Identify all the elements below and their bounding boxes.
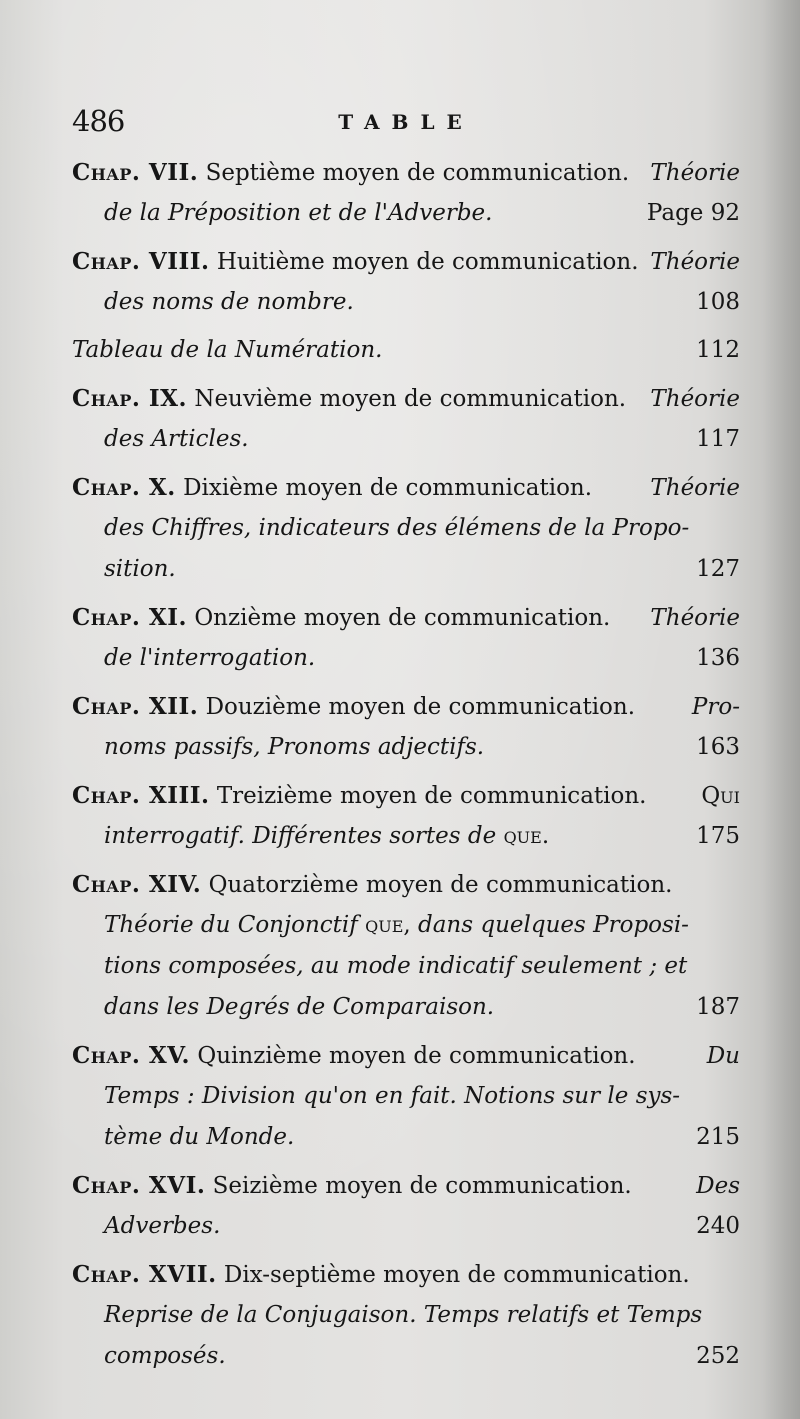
toc-entry-tableau <box>72 330 740 371</box>
chapter-label: Chap. IX. <box>72 385 187 412</box>
chapter-topic: dans quelques Proposi- <box>418 912 689 938</box>
entry-line <box>72 686 740 727</box>
chapter-label: Chap. XIII. <box>72 782 210 809</box>
entry-line <box>72 282 740 323</box>
page-ref: 240 <box>696 1213 740 1239</box>
chapter-topic: composés. <box>104 1343 226 1369</box>
chapter-label: Chap. VII. <box>72 159 199 186</box>
entry-line <box>72 467 740 508</box>
page-ref: 127 <box>696 556 740 582</box>
chapter-topic: Théorie <box>650 249 740 275</box>
chapter-topic: Reprise de la Conjugaison. Temps relatifs et Temps <box>104 1302 703 1328</box>
entry-line <box>72 1165 740 1206</box>
chapter-topic: noms passifs, Pronoms adjectifs. <box>104 734 485 760</box>
chapter-title: Dix-septième moyen de communication. <box>223 1262 690 1288</box>
chapter-label: Chap. XVI. <box>72 1172 206 1199</box>
chapter-title: Quatorzième moyen de communication. <box>208 872 673 898</box>
chapter-topic: Théorie <box>650 605 740 631</box>
entry-line <box>72 727 740 768</box>
chapter-topic: tème du Monde. <box>104 1124 295 1150</box>
chapter-topic-smallcaps: que, <box>365 912 411 938</box>
entry-line <box>72 508 740 549</box>
chapter-label: Chap. X. <box>72 474 176 501</box>
chapter-topic: tions composées, au mode indicatif seulement ; et <box>104 953 688 979</box>
entry-line <box>72 775 740 816</box>
chapter-label: Chap. XI. <box>72 604 187 631</box>
page-ref: 108 <box>696 289 740 315</box>
page-ref: 252 <box>696 1343 740 1369</box>
chapter-topic: des noms de nombre. <box>104 289 354 315</box>
chapter-topic: Du <box>706 1043 740 1069</box>
chapter-topic: sition. <box>104 556 176 582</box>
page-header <box>72 104 740 144</box>
page-number: 486 <box>72 104 125 138</box>
toc-entry-chap-10 <box>72 467 740 590</box>
chapter-topic: des Articles. <box>104 426 249 452</box>
chapter-topic: Théorie <box>650 475 740 501</box>
entry-line <box>72 1295 740 1336</box>
entry-line <box>72 946 740 987</box>
chapter-title: Douzième moyen de communication. <box>205 694 636 720</box>
entry-line <box>72 905 740 946</box>
table-of-contents <box>72 152 740 1384</box>
chapter-topic: Théorie <box>650 386 740 412</box>
chapter-topic: Des <box>696 1173 740 1199</box>
toc-entry-chap-7 <box>72 152 740 234</box>
chapter-topic: dans les Degrés de Comparaison. <box>104 994 495 1020</box>
page-ref: 117 <box>696 426 740 452</box>
toc-entry-chap-9 <box>72 378 740 460</box>
chapter-title: Neuvième moyen de communication. <box>194 386 627 412</box>
chapter-title: Quinzième moyen de communication. <box>197 1043 636 1069</box>
entry-line <box>72 241 740 282</box>
page-ref: 215 <box>696 1124 740 1150</box>
page-ref: 163 <box>696 734 740 760</box>
toc-entry-chap-16 <box>72 1165 740 1247</box>
toc-entry-chap-15 <box>72 1035 740 1158</box>
page-edge-shadow <box>762 0 800 1419</box>
toc-entry-chap-11 <box>72 597 740 679</box>
chapter-topic: interrogatif. Différentes sortes de <box>104 823 497 849</box>
entry-line <box>72 193 740 234</box>
chapter-topic: Qui <box>701 783 740 809</box>
page-ref: 175 <box>696 823 740 849</box>
entry-line <box>72 378 740 419</box>
entry-line <box>72 1035 740 1076</box>
chapter-topic: Théorie du Conjonctif <box>104 912 358 938</box>
chapter-title: Treizième moyen de communication. <box>216 783 647 809</box>
entry-line <box>72 987 740 1028</box>
chapter-title: Dixième moyen de communication. <box>183 475 593 501</box>
chapter-label: Chap. XII. <box>72 693 199 720</box>
page-ref: 187 <box>696 994 740 1020</box>
entry-line <box>72 816 740 857</box>
entry-line <box>72 1117 740 1158</box>
chapter-title: Septième moyen de communication. <box>205 160 630 186</box>
entry-line <box>72 864 740 905</box>
entry-line <box>72 152 740 193</box>
chapter-topic: Théorie <box>650 160 740 186</box>
toc-entry-chap-13 <box>72 775 740 857</box>
chapter-title: Huitième moyen de communication. <box>216 249 639 275</box>
toc-entry-chap-14 <box>72 864 740 1028</box>
chapter-label: Chap. XVII. <box>72 1261 217 1288</box>
chapter-topic: des Chiffres, indicateurs des élémens de la Propo- <box>104 515 690 541</box>
chapter-label: Chap. XV. <box>72 1042 191 1069</box>
entry-line <box>72 597 740 638</box>
chapter-topic: Adverbes. <box>104 1213 221 1239</box>
chapter-title: Seizième moyen de communication. <box>212 1173 632 1199</box>
chapter-label: Chap. VIII. <box>72 248 210 275</box>
page-ref: 112 <box>696 337 740 363</box>
chapter-label: Chap. XIV. <box>72 871 202 898</box>
entry-line <box>72 330 740 371</box>
chapter-topic: de l'interrogation. <box>104 645 316 671</box>
page-ref: Page 92 <box>646 200 740 226</box>
chapter-topic: de la Préposition et de l'Adverbe. <box>104 200 493 226</box>
chapter-topic: Temps : Division qu'on en fait. Notions sur le sys- <box>104 1083 681 1109</box>
entry-line <box>72 419 740 460</box>
chapter-topic: Pro- <box>691 694 740 720</box>
chapter-topic-smallcaps: que. <box>503 823 550 849</box>
page-ref: 136 <box>696 645 740 671</box>
chapter-title: Onzième moyen de communication. <box>194 605 611 631</box>
entry-line <box>72 1254 740 1295</box>
entry-line <box>72 1206 740 1247</box>
running-title: TABLE <box>338 110 474 134</box>
entry-line <box>72 549 740 590</box>
entry-line <box>72 1076 740 1117</box>
toc-entry-chap-12 <box>72 686 740 768</box>
entry-line <box>72 638 740 679</box>
entry-title: Tableau de la Numération. <box>72 337 383 363</box>
entry-line <box>72 1336 740 1377</box>
toc-entry-chap-8 <box>72 241 740 323</box>
toc-entry-chap-17 <box>72 1254 740 1377</box>
